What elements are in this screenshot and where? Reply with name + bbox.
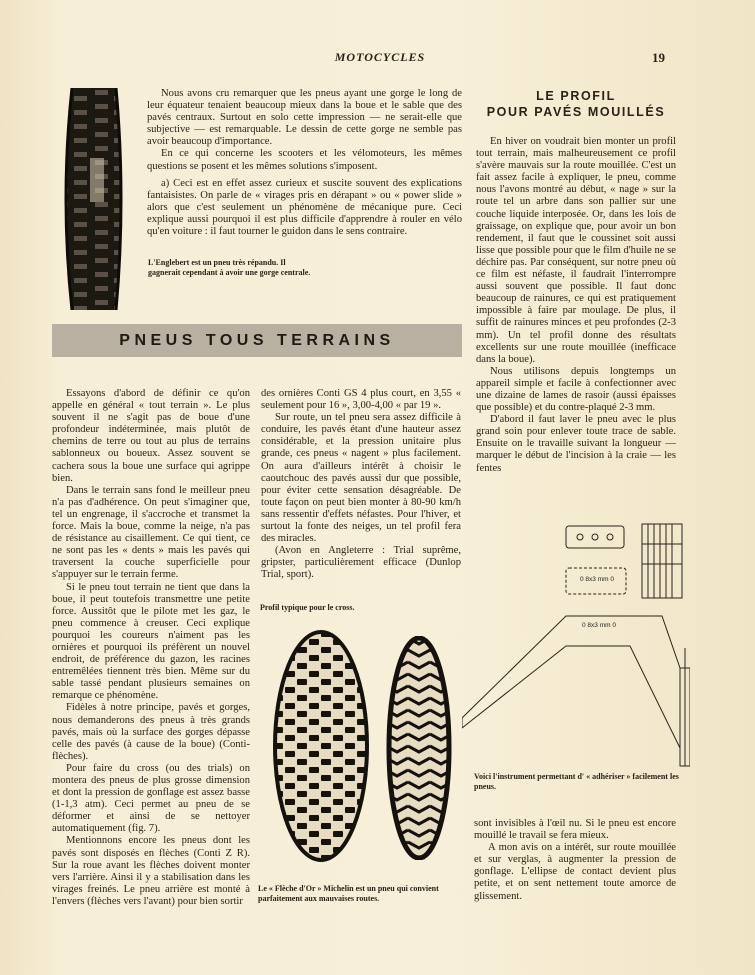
section-title-line: LE PROFIL — [536, 89, 616, 103]
right-paragraph: Nous utilisons depuis longtemps un appareil simple et facile à confectionner avec une dizaine de lames de rasoir (aussi épaisses que possible) et du contre-plaqué 2-3 mm. — [476, 365, 676, 414]
intro-text — [147, 88, 462, 238]
left-paragraph: Mentionnons encore les pneus dont les pavés sont disposés en flèches (Conti Z R). Sur la roue avant les flèches doivent monter vers l'arrière. Ainsi il y a stabilisation dans les virages freinés. Le pneu arrière est monté à l'envers (flèches vers l'avant) pour bien sortir — [52, 835, 250, 907]
fleche-dor-tire-photo — [386, 636, 452, 860]
fleche-dor-caption: Le « Flèche d'Or » Michelin est un pneu qui convient parfaitement aux mauvaises routes. — [258, 884, 439, 903]
right-paragraph: D'abord il faut laver le pneu avec le plus grand soin pour enlever toute trace de sable. Ensuite on le travaille suivant la longueur — marquer le début de l'incision à la craie — les fentes — [476, 414, 676, 474]
instrument-dimension-label: 0 8x3 mm 0 — [580, 576, 614, 583]
left-paragraph: Si le pneu tout terrain ne tient que dans la boue, il peut toutefois transmettre une petite force. Aussitôt que le pilote met les gaz, le pneu commence à creuser. Ceci explique pourquoi les coureurs n'aiment pas les ornières et pourquoi ils préfèrent un nouvel endroit, de préférence du gazon, les racines entremêlées tiennent très bien. Même sur du sable tassé pendant plusieurs semaines on remarque ce phénomène. — [52, 581, 250, 702]
englebert-tire-photo — [52, 88, 132, 310]
left-paragraph: Pour faire du cross (ou des trials) on montera des pneus de plus grosse dimension et dont la pression de gonflage est assez basse (1-1,3 atm). Ceci permet au pneu de se déformer et ainsi de se nettoyer automatiquement (fig. 7). — [52, 762, 250, 835]
intro-paragraph: En ce qui concerne les scooters et les vélomoteurs, les mêmes questions se posent et les mêmes solutions s'imposent. — [147, 148, 462, 172]
right-paragraph: En hiver on voudrait bien monter un profil tout terrain, mais malheureusement ce profil s'avère mauvais sur la route mouillée. C'est un fait assez facile à expliquer, le pneu, comme nous l'avons montré au début, « nage » sur la route tel un arbre dans son pallier sur une couche liquide interposée. Or, dans les lois de graissage, on explique que, pour avoir un bon rendement, il faut que le coussinet soit aussi lisse que possible pour que le film d'huile ne se déchire pas. Par conséquent, sur notre pneu où ce film est néfaste, il faudrait l'interrompre aussi souvent que possible. Il faut donc beaucoup de rainures, ce qui est pratiquement impossible à faire par moulage. De plus, il suffit de rainures minces et peu profondes (2-3 mm). Un tel profil donne des résultats excellents sur une route mouillée (inefficace dans la boue). — [476, 136, 676, 365]
section-title — [476, 88, 676, 120]
intro-paragraph: Nous avons cru remarquer que les pneus ayant une gorge le long de leur équateur tenaient beaucoup mieux dans la boue et le sable que des pavés centraux. Surtout en solo cette impression — ne serait-elle que subjective — est remarquable. Le dessin de cette gorge ne semble pas avoir beaucoup d'importance. — [147, 88, 462, 148]
instrument-dimension-label: 0 8x3 mm 0 — [582, 622, 616, 629]
page-number: 19 — [652, 50, 665, 65]
continuation-paragraph: sont invisibles à l'œil nu. Si le pneu est encore mouillé le travail se fera mieux. — [474, 818, 676, 842]
cross-tire-photo — [272, 630, 370, 862]
section-banner — [52, 324, 462, 357]
right-column-text — [476, 136, 676, 475]
middle-column-text — [261, 388, 461, 582]
section-title-line: POUR PAVÉS MOUILLÉS — [486, 105, 666, 119]
englebert-caption: L'Englebert est un pneu très répandu. Il gagnerait cependant à avoir une gorge centrale. — [148, 258, 311, 277]
banner-title: PNEUS TOUS TERRAINS — [119, 331, 395, 349]
left-paragraph: Fidèles à notre principe, pavés et gorges, nous demanderons des pneus à très grands pavés, mais où la surface des gorges dépasse celle des pavés (à cause de la boue) (Conti-flèches). — [52, 702, 250, 762]
continuation-paragraph: A mon avis on a intérêt, sur route mouillée et sur verglas, à augmenter la pression de gonflage. L'ellipse de contact devient plus petite, et on sent nettement toute amorce de glissement. — [474, 842, 676, 902]
mid-paragraph: (Avon en Angleterre : Trial suprême, gripster, particulièrement efficace (Dunlop Trial, sport). — [261, 545, 461, 581]
mid-paragraph: Sur route, un tel pneu sera assez difficile à conduire, les pavés étant d'une hauteur assez considérable, et la pression unitaire plus grande, ces pneus « nagent » plus facilement. On aura d'ailleurs intérêt à choisir le caoutchouc des pavés aussi dur que possible, pour éviter cette sensation désagréable. De toute façon on peut bien monter à 80-90 km/h sans ressentir d'effets néfastes. Pour l'hiver, et surtout la fonte des neiges, un tel profil fera des miracles. — [261, 412, 461, 545]
instrument-caption: Voici l'instrument permettant d' « adhériser » facilement les pneus. — [474, 772, 679, 791]
running-title: MOTOCYCLES — [334, 50, 426, 64]
mid-paragraph: des ornières Conti GS 4 plus court, en 3,55 « seulement pour 16 », 3,00-4,00 « par 19 ». — [261, 388, 461, 412]
left-column-text — [52, 388, 250, 908]
right-column-continuation — [474, 818, 676, 903]
left-paragraph: Essayons d'abord de définir ce qu'on appelle en général « tout terrain ». Le plus souvent il ne s'agit pas de boue d'une profondeur indéterminée, mais plutôt de chemins de terre ou tout au plus de terrains sablonneux ou boueux. Assez souvent se cachera sous la boue une surface qui agrippe bien. — [52, 388, 250, 484]
instrument-drawing — [462, 518, 690, 768]
cross-caption: Profil typique pour le cross. — [260, 603, 355, 612]
intro-paragraph: a) Ceci est en effet assez curieux et suscite souvent des explications fantaisistes. On parle de « virages pris en dérapant » ou « power slide » alors que c'est seulement un phénomène de mécanique pure. Ceci explique aussi pourquoi il est plus difficile d'apprendre à rouler en vélo qu'en voiture : il faut tourner le guidon dans le sens contraire. — [147, 177, 462, 238]
left-paragraph: Dans le terrain sans fond le meilleur pneu n'a pas d'adhérence. On peut s'imaginer que, tel un engrenage, il s'accroche et transmet la force. Mais la boue, comme la neige, n'a pas de résistance au cisaillement. Ce qui tient, ce ne sont pas les « dents » mais les pavés qui traversent la couche superficielle pour s'appuyer sur le terrain ferme. — [52, 484, 250, 581]
